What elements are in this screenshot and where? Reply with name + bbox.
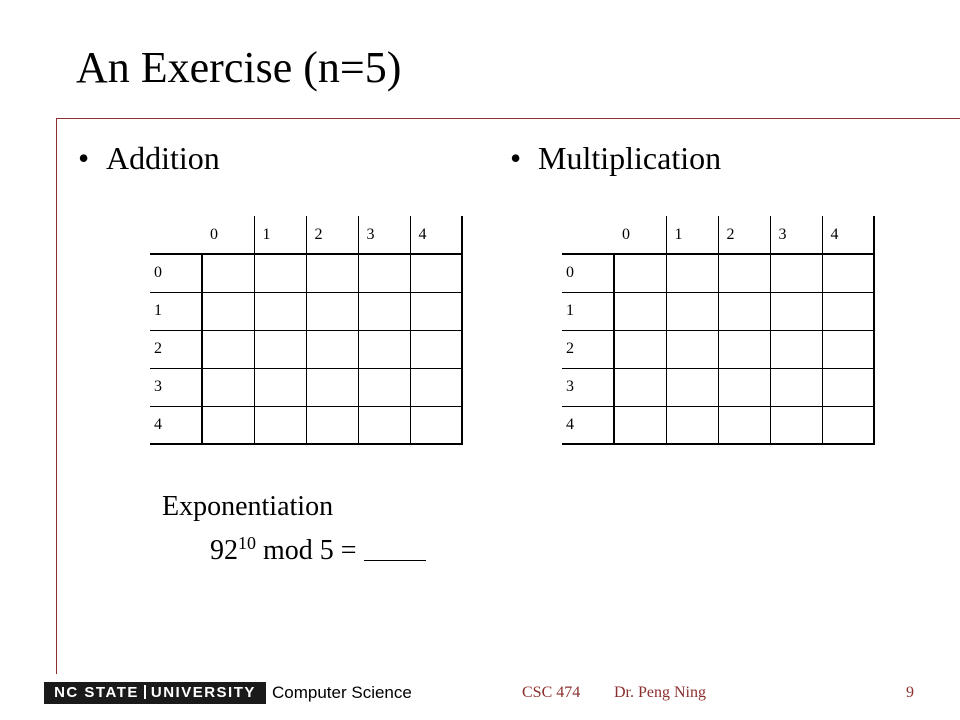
empty-cell[interactable] bbox=[770, 406, 822, 444]
table-row bbox=[562, 406, 874, 444]
exponent-power: 10 bbox=[238, 533, 256, 553]
empty-cell[interactable] bbox=[202, 254, 254, 292]
department-name: Computer Science bbox=[272, 683, 412, 702]
empty-cell[interactable] bbox=[718, 292, 770, 330]
table-row bbox=[562, 330, 874, 368]
empty-cell[interactable] bbox=[822, 254, 874, 292]
empty-cell[interactable] bbox=[306, 406, 358, 444]
empty-cell[interactable] bbox=[822, 406, 874, 444]
empty-cell[interactable] bbox=[822, 368, 874, 406]
empty-cell[interactable] bbox=[254, 292, 306, 330]
table-header-row bbox=[150, 216, 462, 254]
column-header: 3 bbox=[358, 216, 410, 254]
column-header: 2 bbox=[718, 216, 770, 254]
column-header: 0 bbox=[614, 216, 666, 254]
bullet-dot: • bbox=[78, 140, 90, 176]
page-number: 9 bbox=[906, 684, 914, 701]
table-row bbox=[150, 330, 462, 368]
empty-cell[interactable] bbox=[410, 254, 462, 292]
addition-label: Addition bbox=[106, 140, 220, 176]
row-header: 2 bbox=[562, 330, 614, 368]
empty-cell[interactable] bbox=[358, 330, 410, 368]
exponentiation-label: Exponentiation bbox=[162, 491, 334, 522]
row-header: 4 bbox=[150, 406, 202, 444]
empty-cell[interactable] bbox=[718, 406, 770, 444]
author-name: Dr. Peng Ning bbox=[614, 684, 706, 701]
corner-cell bbox=[562, 216, 614, 254]
row-header: 2 bbox=[150, 330, 202, 368]
empty-cell[interactable] bbox=[410, 330, 462, 368]
row-header: 0 bbox=[150, 254, 202, 292]
table-row bbox=[150, 406, 462, 444]
empty-cell[interactable] bbox=[822, 330, 874, 368]
exponent-base: 92 bbox=[210, 535, 238, 566]
bullet-multiplication bbox=[510, 136, 721, 180]
empty-cell[interactable] bbox=[666, 292, 718, 330]
empty-cell[interactable] bbox=[202, 368, 254, 406]
empty-cell[interactable] bbox=[254, 254, 306, 292]
bullet-dot: • bbox=[510, 140, 522, 176]
empty-cell[interactable] bbox=[306, 292, 358, 330]
empty-cell[interactable] bbox=[254, 330, 306, 368]
empty-cell[interactable] bbox=[614, 368, 666, 406]
empty-cell[interactable] bbox=[614, 254, 666, 292]
multiplication-table bbox=[562, 216, 875, 445]
table-row bbox=[150, 254, 462, 292]
course-code: CSC 474 bbox=[522, 684, 581, 701]
table-row bbox=[562, 368, 874, 406]
slide-title: An Exercise (n=5) bbox=[76, 43, 402, 92]
empty-cell[interactable] bbox=[202, 330, 254, 368]
empty-cell[interactable] bbox=[718, 254, 770, 292]
empty-cell[interactable] bbox=[358, 368, 410, 406]
multiplication-label: Multiplication bbox=[538, 140, 722, 176]
left-margin-line bbox=[56, 118, 57, 674]
column-header: 0 bbox=[202, 216, 254, 254]
column-header: 1 bbox=[666, 216, 718, 254]
empty-cell[interactable] bbox=[358, 406, 410, 444]
empty-cell[interactable] bbox=[202, 406, 254, 444]
answer-blank[interactable] bbox=[364, 538, 426, 561]
empty-cell[interactable] bbox=[614, 330, 666, 368]
row-header: 4 bbox=[562, 406, 614, 444]
empty-cell[interactable] bbox=[254, 406, 306, 444]
empty-cell[interactable] bbox=[306, 254, 358, 292]
empty-cell[interactable] bbox=[718, 368, 770, 406]
addition-table bbox=[150, 216, 463, 445]
exponent-expression-text: mod 5 = bbox=[256, 535, 364, 566]
row-header: 1 bbox=[150, 292, 202, 330]
column-header: 2 bbox=[306, 216, 358, 254]
empty-cell[interactable] bbox=[410, 406, 462, 444]
row-header: 1 bbox=[562, 292, 614, 330]
empty-cell[interactable] bbox=[666, 368, 718, 406]
ncsu-logo bbox=[44, 682, 266, 704]
column-header: 1 bbox=[254, 216, 306, 254]
logo-separator bbox=[144, 685, 146, 699]
table-row bbox=[562, 292, 874, 330]
empty-cell[interactable] bbox=[666, 254, 718, 292]
empty-cell[interactable] bbox=[614, 292, 666, 330]
empty-cell[interactable] bbox=[202, 292, 254, 330]
bullet-addition bbox=[78, 136, 220, 180]
empty-cell[interactable] bbox=[410, 292, 462, 330]
row-header: 0 bbox=[562, 254, 614, 292]
logo-text-left: NC STATE bbox=[54, 684, 139, 701]
empty-cell[interactable] bbox=[822, 292, 874, 330]
exponentiation-expression bbox=[210, 526, 426, 568]
empty-cell[interactable] bbox=[254, 368, 306, 406]
row-header: 3 bbox=[150, 368, 202, 406]
empty-cell[interactable] bbox=[306, 368, 358, 406]
slide-footer bbox=[0, 676, 960, 720]
empty-cell[interactable] bbox=[770, 254, 822, 292]
title-divider bbox=[56, 118, 960, 119]
empty-cell[interactable] bbox=[770, 330, 822, 368]
empty-cell[interactable] bbox=[718, 330, 770, 368]
empty-cell[interactable] bbox=[410, 368, 462, 406]
empty-cell[interactable] bbox=[614, 406, 666, 444]
table-header-row bbox=[562, 216, 874, 254]
empty-cell[interactable] bbox=[770, 292, 822, 330]
row-header: 3 bbox=[562, 368, 614, 406]
empty-cell[interactable] bbox=[306, 330, 358, 368]
column-header: 4 bbox=[822, 216, 874, 254]
empty-cell[interactable] bbox=[358, 254, 410, 292]
table-row bbox=[562, 254, 874, 292]
column-header: 4 bbox=[410, 216, 462, 254]
table-row bbox=[150, 292, 462, 330]
empty-cell[interactable] bbox=[358, 292, 410, 330]
empty-cell[interactable] bbox=[770, 368, 822, 406]
empty-cell[interactable] bbox=[666, 406, 718, 444]
column-header: 3 bbox=[770, 216, 822, 254]
logo-text-right: UNIVERSITY bbox=[150, 684, 256, 701]
empty-cell[interactable] bbox=[666, 330, 718, 368]
table-row bbox=[150, 368, 462, 406]
corner-cell bbox=[150, 216, 202, 254]
